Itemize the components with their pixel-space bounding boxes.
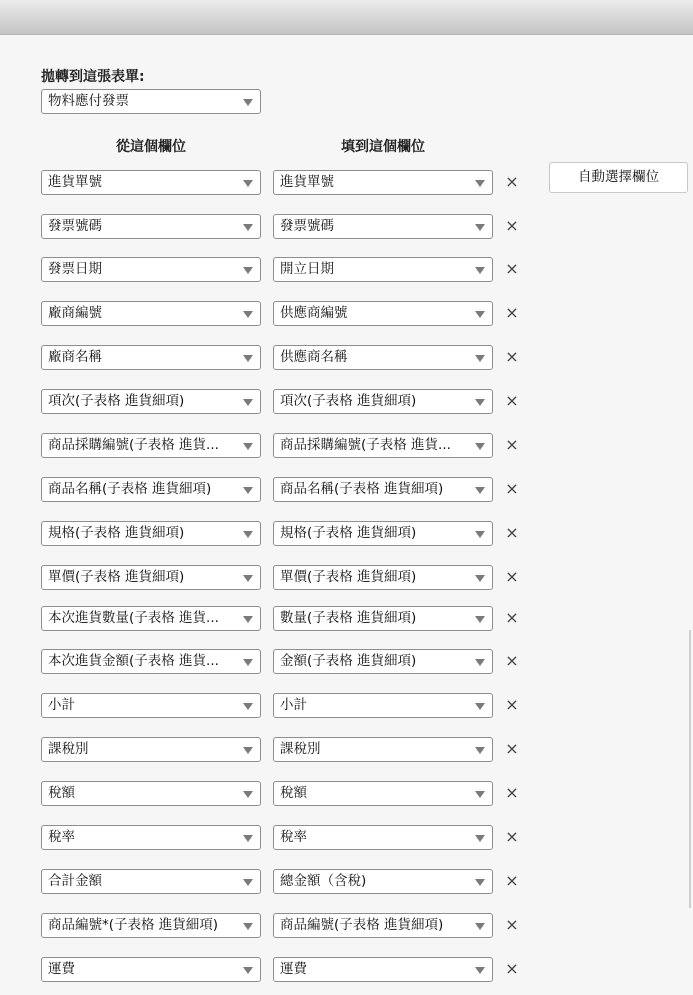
remove-mapping-close-icon[interactable]: × (505, 871, 519, 890)
to-field-value: 進貨單號 (280, 174, 334, 190)
mapping-row (0, 606, 693, 631)
window-title-bar (0, 0, 693, 35)
chevron-down-icon (243, 224, 253, 231)
to-field-select[interactable] (273, 257, 493, 282)
mapping-row (0, 957, 693, 982)
to-field-value: 稅額 (280, 785, 307, 801)
to-field-select[interactable] (273, 869, 493, 894)
to-field-select[interactable] (273, 345, 493, 370)
from-field-select[interactable] (41, 477, 261, 502)
to-field-value: 規格(子表格 進貨細項) (280, 525, 417, 541)
to-field-select[interactable] (273, 913, 493, 938)
target-form-label: 拋轉到這張表單: (41, 69, 145, 85)
to-field-value: 商品採購編號(子表格 進貨... (280, 437, 451, 453)
to-field-select[interactable] (273, 433, 493, 458)
from-field-value: 稅率 (48, 829, 75, 845)
mapping-row (0, 170, 693, 195)
to-field-select[interactable] (273, 957, 493, 982)
mapping-row (0, 693, 693, 718)
chevron-down-icon (475, 311, 485, 318)
to-field-select[interactable] (273, 521, 493, 546)
chevron-down-icon (243, 923, 253, 930)
to-field-select[interactable] (273, 781, 493, 806)
mapping-row (0, 565, 693, 590)
from-field-select[interactable] (41, 257, 261, 282)
mapping-row (0, 214, 693, 239)
chevron-down-icon (475, 267, 485, 274)
chevron-down-icon (243, 99, 253, 106)
chevron-down-icon (475, 835, 485, 842)
remove-mapping-close-icon[interactable]: × (505, 216, 519, 235)
from-field-value: 本次進貨數量(子表格 進貨... (48, 610, 219, 626)
from-field-value: 項次(子表格 進貨細項) (48, 393, 185, 409)
chevron-down-icon (475, 923, 485, 930)
remove-mapping-close-icon[interactable]: × (505, 739, 519, 758)
from-field-select[interactable] (41, 737, 261, 762)
remove-mapping-close-icon[interactable]: × (505, 783, 519, 802)
mapping-row (0, 301, 693, 326)
auto-select-fields-button[interactable]: 自動選擇欄位 (549, 162, 688, 193)
chevron-down-icon (243, 487, 253, 494)
chevron-down-icon (243, 267, 253, 274)
from-field-select[interactable] (41, 301, 261, 326)
from-field-select[interactable] (41, 521, 261, 546)
remove-mapping-close-icon[interactable]: × (505, 827, 519, 846)
mapping-row (0, 433, 693, 458)
from-field-value: 商品編號*(子表格 進貨細項) (48, 917, 219, 933)
mapping-row (0, 737, 693, 762)
remove-mapping-close-icon[interactable]: × (505, 479, 519, 498)
to-field-value: 單價(子表格 進貨細項) (280, 569, 417, 585)
mapping-row (0, 913, 693, 938)
from-field-value: 商品採購編號(子表格 進貨... (48, 437, 219, 453)
to-field-value: 運費 (280, 961, 307, 977)
chevron-down-icon (243, 355, 253, 362)
chevron-down-icon (243, 311, 253, 318)
remove-mapping-close-icon[interactable]: × (505, 259, 519, 278)
target-form-value: 物料應付發票 (48, 93, 129, 109)
to-field-select[interactable] (273, 737, 493, 762)
to-field-value: 發票號碼 (280, 218, 334, 234)
from-field-select[interactable] (41, 957, 261, 982)
chevron-down-icon (243, 791, 253, 798)
from-field-select[interactable] (41, 606, 261, 631)
chevron-down-icon (243, 399, 253, 406)
chevron-down-icon (243, 531, 253, 538)
chevron-down-icon (243, 443, 253, 450)
from-field-value: 廠商名稱 (48, 349, 102, 365)
chevron-down-icon (243, 879, 253, 886)
from-field-select[interactable] (41, 869, 261, 894)
remove-mapping-close-icon[interactable]: × (505, 651, 519, 670)
from-field-value: 發票號碼 (48, 218, 102, 234)
from-field-value: 課稅別 (48, 741, 89, 757)
from-field-value: 稅額 (48, 785, 75, 801)
to-field-select[interactable] (273, 825, 493, 850)
to-field-value: 項次(子表格 進貨細項) (280, 393, 417, 409)
from-field-select[interactable] (41, 649, 261, 674)
chevron-down-icon (475, 443, 485, 450)
remove-mapping-close-icon[interactable]: × (505, 435, 519, 454)
mapping-row (0, 389, 693, 414)
to-field-select[interactable] (273, 565, 493, 590)
chevron-down-icon (243, 747, 253, 754)
chevron-down-icon (475, 355, 485, 362)
from-field-value: 規格(子表格 進貨細項) (48, 525, 185, 541)
from-field-select[interactable] (41, 825, 261, 850)
remove-mapping-close-icon[interactable]: × (505, 695, 519, 714)
from-field-value: 發票日期 (48, 261, 102, 277)
chevron-down-icon (475, 224, 485, 231)
to-field-select[interactable] (273, 301, 493, 326)
mapping-row (0, 869, 693, 894)
from-field-value: 廠商編號 (48, 305, 102, 321)
remove-mapping-close-icon[interactable]: × (505, 347, 519, 366)
chevron-down-icon (475, 487, 485, 494)
remove-mapping-close-icon[interactable]: × (505, 303, 519, 322)
chevron-down-icon (475, 791, 485, 798)
from-field-select[interactable] (41, 389, 261, 414)
chevron-down-icon (475, 575, 485, 582)
remove-mapping-close-icon[interactable]: × (505, 391, 519, 410)
to-field-value: 稅率 (280, 829, 307, 845)
to-field-value: 總金額（含稅) (280, 873, 367, 889)
to-field-select[interactable] (273, 606, 493, 631)
chevron-down-icon (475, 180, 485, 187)
from-field-select[interactable] (41, 170, 261, 195)
to-field-value: 商品名稱(子表格 進貨細項) (280, 481, 444, 497)
mapping-row (0, 477, 693, 502)
to-field-value: 金額(子表格 進貨細項) (280, 653, 417, 669)
from-field-select[interactable] (41, 693, 261, 718)
chevron-down-icon (243, 835, 253, 842)
remove-mapping-close-icon[interactable]: × (505, 172, 519, 191)
from-field-value: 小計 (48, 697, 75, 713)
to-field-select[interactable] (273, 214, 493, 239)
to-field-value: 供應商編號 (280, 305, 348, 321)
mapping-row (0, 781, 693, 806)
from-field-value: 運費 (48, 961, 75, 977)
from-field-value: 進貨單號 (48, 174, 102, 190)
to-field-select[interactable] (273, 693, 493, 718)
to-field-value: 課稅別 (280, 741, 321, 757)
chevron-down-icon (243, 659, 253, 666)
chevron-down-icon (475, 531, 485, 538)
chevron-down-icon (475, 399, 485, 406)
from-field-select[interactable] (41, 433, 261, 458)
remove-mapping-close-icon[interactable]: × (505, 915, 519, 934)
mapping-row (0, 257, 693, 282)
chevron-down-icon (475, 703, 485, 710)
chevron-down-icon (243, 967, 253, 974)
mapping-row (0, 521, 693, 546)
mapping-row (0, 649, 693, 674)
to-field-value: 開立日期 (280, 261, 334, 277)
from-field-select[interactable] (41, 781, 261, 806)
to-field-select[interactable] (273, 389, 493, 414)
mapping-row (0, 345, 693, 370)
chevron-down-icon (475, 967, 485, 974)
from-field-value: 商品名稱(子表格 進貨細項) (48, 481, 212, 497)
from-field-value: 單價(子表格 進貨細項) (48, 569, 185, 585)
from-field-header: 從這個欄位 (116, 139, 186, 155)
chevron-down-icon (243, 180, 253, 187)
to-field-value: 數量(子表格 進貨細項) (280, 610, 417, 626)
remove-mapping-close-icon[interactable]: × (505, 608, 519, 627)
remove-mapping-close-icon[interactable]: × (505, 523, 519, 542)
chevron-down-icon (475, 659, 485, 666)
from-field-select[interactable] (41, 565, 261, 590)
scrollbar[interactable] (689, 630, 691, 908)
to-field-select[interactable] (273, 649, 493, 674)
chevron-down-icon (243, 703, 253, 710)
from-field-value: 本次進貨金額(子表格 進貨... (48, 653, 219, 669)
from-field-select[interactable] (41, 214, 261, 239)
from-field-select[interactable] (41, 345, 261, 370)
chevron-down-icon (243, 575, 253, 582)
chevron-down-icon (475, 616, 485, 623)
to-field-select[interactable] (273, 170, 493, 195)
to-field-header: 填到這個欄位 (341, 139, 425, 155)
to-field-value: 小計 (280, 697, 307, 713)
chevron-down-icon (475, 879, 485, 886)
mapping-row (0, 825, 693, 850)
remove-mapping-close-icon[interactable]: × (505, 567, 519, 586)
to-field-select[interactable] (273, 477, 493, 502)
target-form-select[interactable] (41, 89, 261, 114)
to-field-value: 商品編號(子表格 進貨細項) (280, 917, 444, 933)
from-field-select[interactable] (41, 913, 261, 938)
from-field-value: 合計金額 (48, 873, 102, 889)
chevron-down-icon (243, 616, 253, 623)
to-field-value: 供應商名稱 (280, 349, 348, 365)
chevron-down-icon (475, 747, 485, 754)
remove-mapping-close-icon[interactable]: × (505, 959, 519, 978)
